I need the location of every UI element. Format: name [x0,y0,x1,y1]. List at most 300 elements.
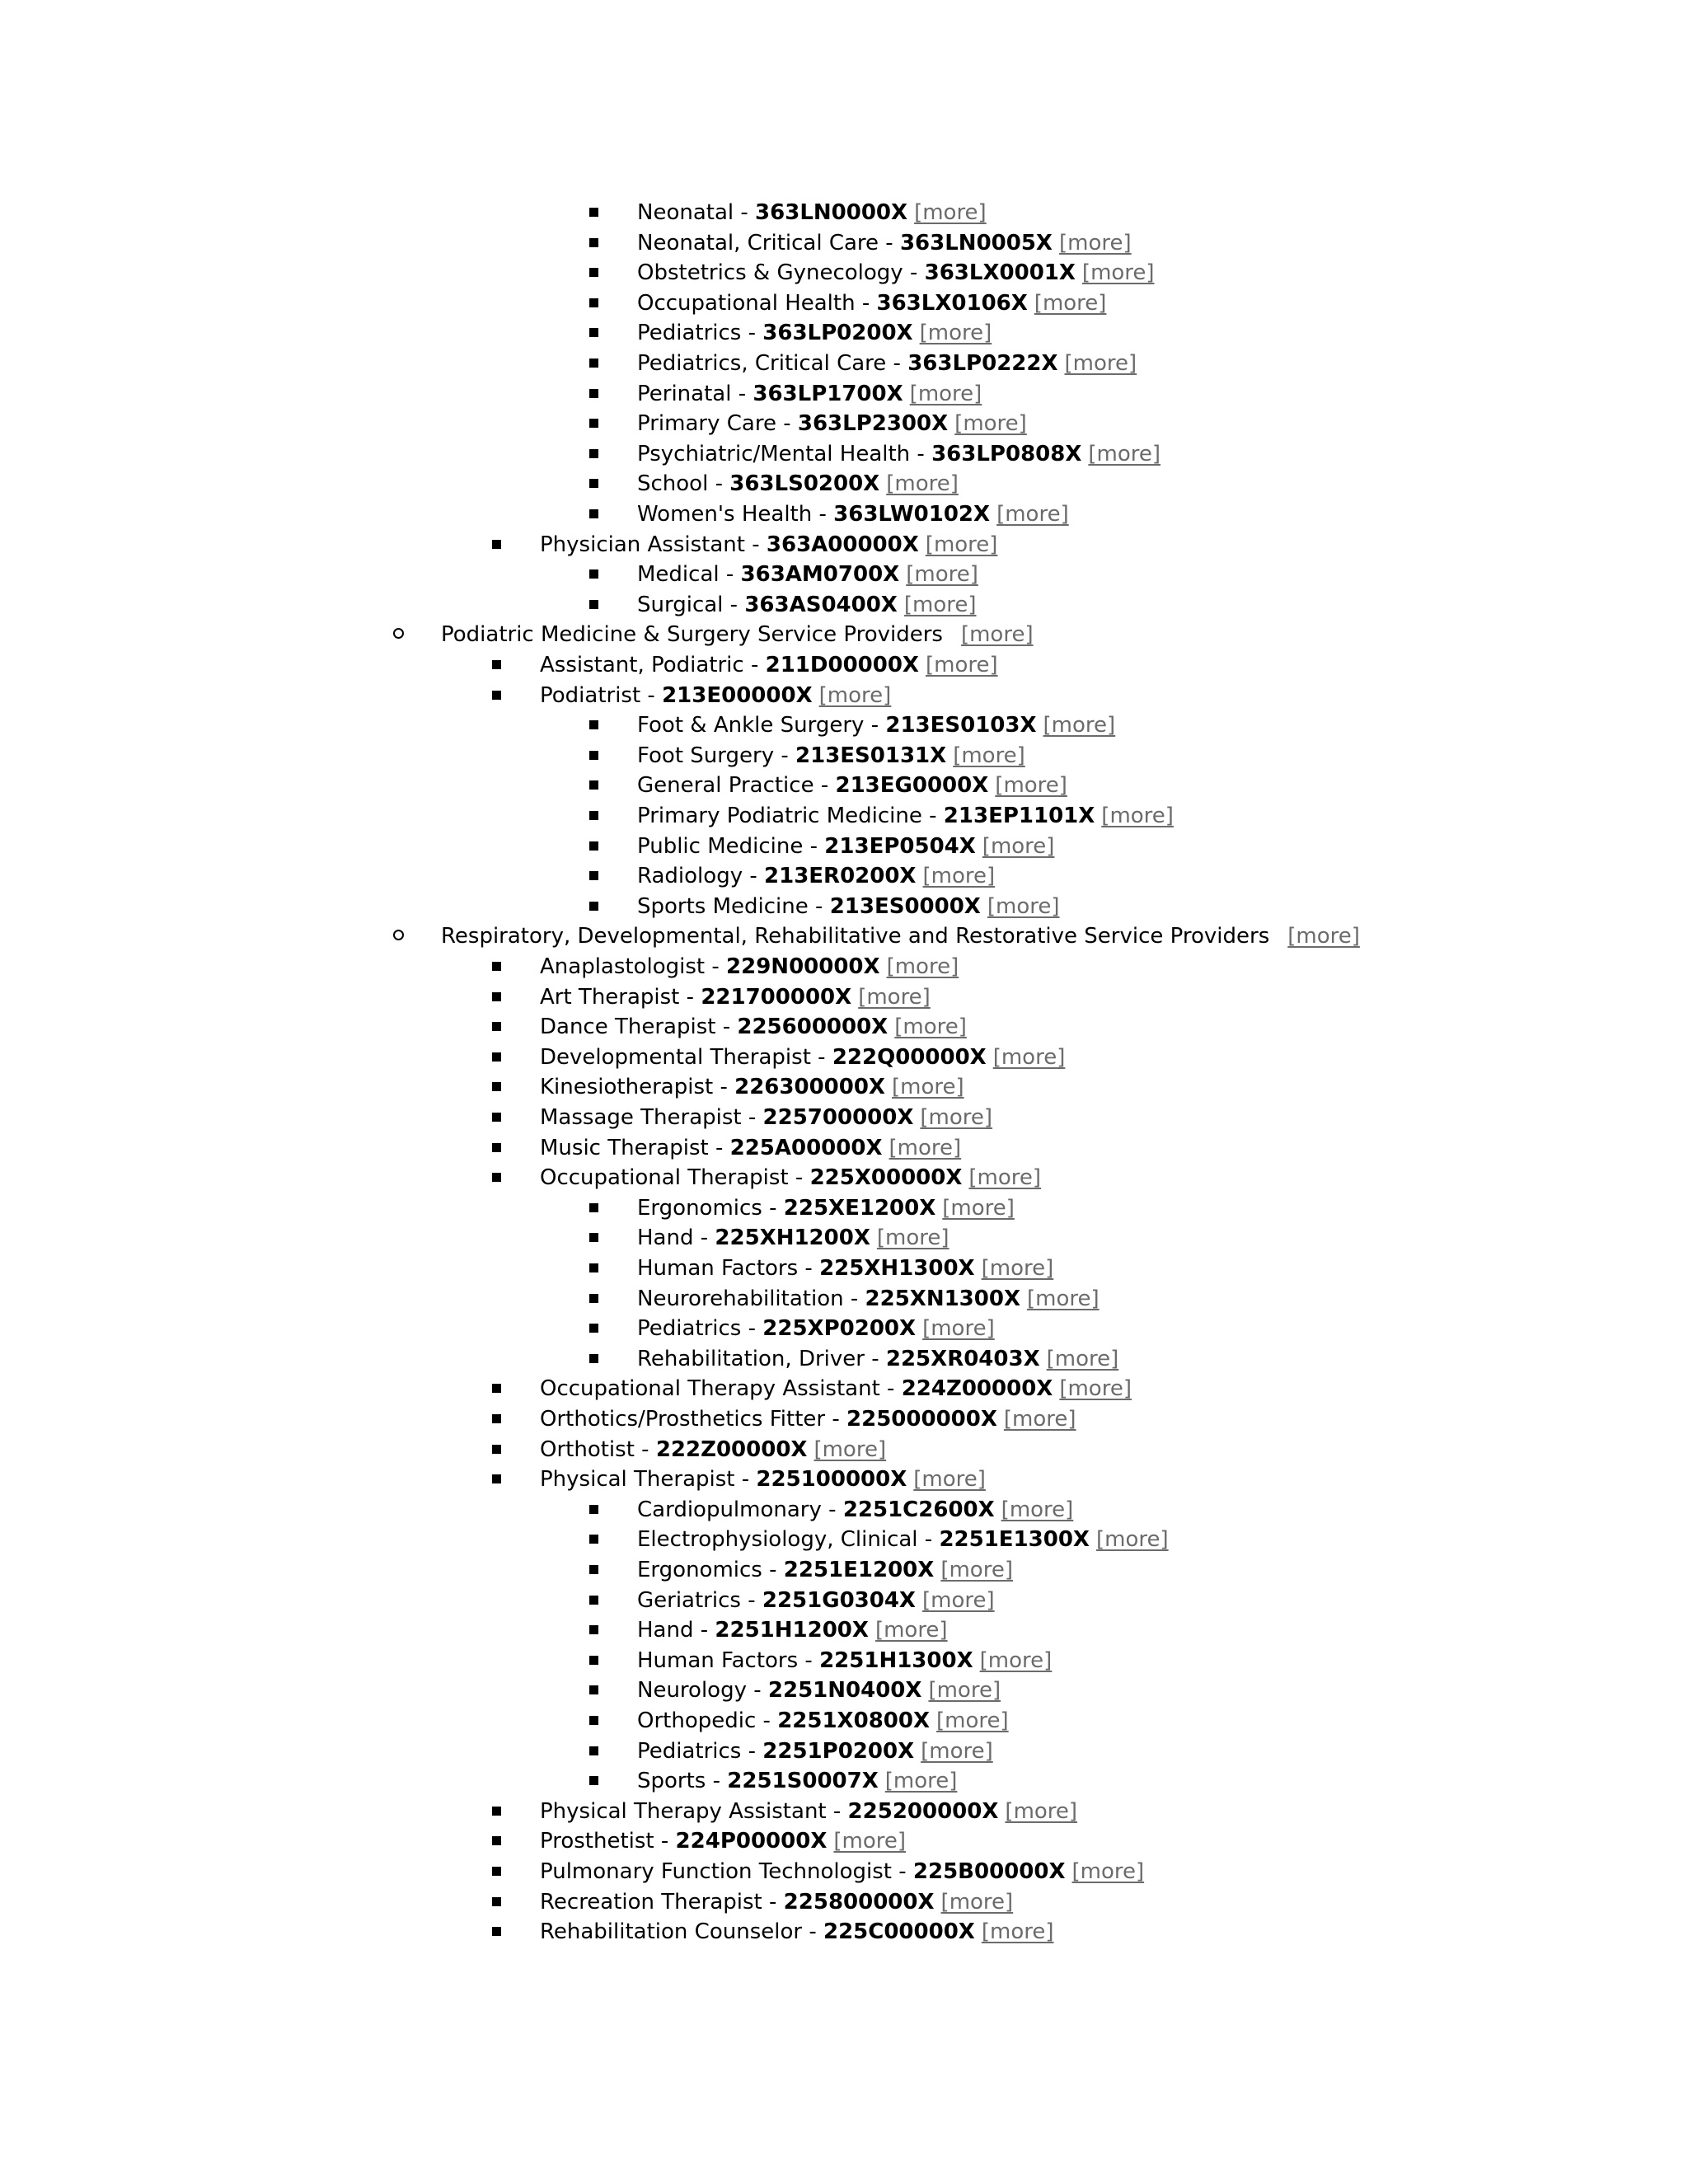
taxonomy-code: 225A00000X [729,1136,883,1160]
specialization-row [637,1525,1169,1554]
item-name: Orthotics/Prosthetics Fitter [540,1407,826,1432]
item-name: Neurology [637,1678,747,1703]
more-link[interactable]: [more] [1059,1376,1132,1401]
item-name: Pediatrics [637,1316,742,1341]
classification-row [540,1465,986,1494]
square-bullet-icon [589,208,598,217]
specialization-row [637,560,978,589]
name-code-separator: - [879,1376,902,1401]
name-code-separator: - [843,1286,865,1311]
more-link[interactable]: [more] [1001,1497,1074,1522]
taxonomy-code: 213ES0103X [885,713,1037,738]
name-code-separator: - [743,864,765,888]
more-link[interactable]: [more] [995,773,1067,798]
square-bullet-icon [589,479,598,488]
more-link[interactable]: [more] [1027,1286,1100,1311]
square-bullet-icon [589,1596,598,1605]
taxonomy-code: 363LP0200X [762,321,913,345]
specialization-row [637,771,1067,800]
item-name: Orthopedic [637,1708,757,1733]
specialization-row [637,832,1054,861]
taxonomy-code: 363LX0106X [876,291,1028,316]
square-bullet-icon [589,1324,598,1333]
specialization-row [637,228,1132,258]
name-code-separator: - [776,411,798,436]
more-link[interactable]: [more] [884,1769,958,1793]
more-link[interactable]: [more] [981,1256,1054,1281]
item-name: Anaplastologist [540,954,706,979]
taxonomy-code: 363LP0808X [931,442,1082,466]
more-link[interactable]: [more] [921,1588,995,1613]
specialization-row [637,1193,1015,1223]
more-link[interactable]: [more] [979,1648,1053,1673]
item-name: Rehabilitation, Driver [637,1347,865,1371]
item-name: Pulmonary Function Technologist [540,1859,892,1884]
specialization-row [637,379,982,409]
classification-row [540,982,931,1012]
more-link[interactable]: [more] [954,411,1027,436]
name-code-separator: - [706,1769,728,1793]
more-link[interactable]: [more] [982,834,1055,859]
square-bullet-icon [589,1203,598,1212]
item-name: Hand [637,1618,694,1643]
category-row [441,921,1360,951]
taxonomy-code: 225C00000X [823,1919,975,1944]
more-link[interactable]: [more] [906,562,978,587]
specialization-row [637,469,959,499]
name-code-separator: - [903,260,925,285]
name-code-separator: - [693,1226,715,1250]
taxonomy-code: 226300000X [734,1075,885,1099]
square-bullet-icon [589,1656,598,1665]
taxonomy-code: 2251E1300X [939,1527,1090,1552]
square-bullet-icon [589,1565,598,1574]
taxonomy-code: 363AM0700X [740,562,900,587]
name-code-separator: - [798,1256,820,1281]
name-code-separator: - [910,442,932,466]
item-name: Recreation Therapist [540,1890,762,1915]
item-name: Human Factors [637,1648,799,1673]
name-code-separator: - [693,1618,715,1643]
classification-row [540,1133,961,1163]
taxonomy-code: 2251H1200X [715,1618,869,1643]
square-bullet-icon [589,449,598,458]
square-bullet-icon [589,359,598,368]
specialization-row [637,198,987,227]
square-bullet-icon [589,268,598,277]
name-code-separator: - [705,954,727,979]
more-link[interactable]: [more] [833,1829,907,1854]
more-link[interactable]: [more] [818,683,892,708]
name-code-separator: - [679,985,701,1010]
square-bullet-icon [492,1897,501,1906]
name-code-separator: - [812,502,834,527]
more-link[interactable]: [more] [1081,260,1155,285]
square-bullet-icon [589,1535,598,1544]
square-bullet-icon [589,1233,598,1242]
more-link[interactable]: [more] [960,622,1034,647]
more-link[interactable]: [more] [1064,351,1137,376]
name-code-separator: - [743,653,766,677]
more-link[interactable]: [more] [858,985,931,1010]
square-bullet-icon [492,1082,501,1091]
specialization-row [637,801,1174,831]
item-name: Podiatrist [540,683,641,708]
item-name: Assistant, Podiatric [540,653,744,677]
circle-bullet-icon [393,930,404,940]
classification-row [540,1012,967,1042]
name-code-separator: - [886,351,908,376]
name-code-separator: - [741,1105,763,1130]
more-link[interactable]: [more] [987,894,1060,919]
specialization-row [637,1254,1053,1283]
more-link[interactable]: [more] [981,1919,1054,1944]
more-link[interactable]: [more] [1287,924,1360,949]
item-name: Electrophysiology, Clinical [637,1527,918,1552]
square-bullet-icon [492,1384,501,1393]
item-name: Human Factors [637,1256,799,1281]
item-name: Cardiopulmonary [637,1497,822,1522]
more-link[interactable]: [more] [1088,442,1161,466]
classification-row [540,1857,1144,1886]
item-name: Perinatal [637,382,732,406]
more-link[interactable]: [more] [925,653,998,677]
name-code-separator: - [634,1437,656,1462]
taxonomy-code: 225XP0200X [762,1316,917,1341]
square-bullet-icon [492,1445,501,1454]
more-link[interactable]: [more] [919,321,992,345]
square-bullet-icon [589,238,598,247]
item-name: Radiology [637,864,743,888]
taxonomy-code: 213ER0200X [764,864,917,888]
more-link[interactable]: [more] [874,1618,948,1643]
item-name: Foot & Ankle Surgery [637,713,865,738]
item-name: Sports [637,1769,706,1793]
more-link[interactable]: [more] [1043,713,1116,738]
taxonomy-code: 2251C2600X [842,1497,995,1522]
specialization-row [637,1736,993,1766]
specialization-row [637,1615,948,1645]
more-link[interactable]: [more] [1058,231,1132,255]
more-link[interactable]: [more] [1003,1407,1076,1432]
classification-row [540,1103,992,1132]
specialization-row [637,1495,1073,1525]
taxonomy-code: 225X00000X [809,1165,963,1190]
specialization-row [637,1284,1100,1314]
name-code-separator: - [891,1859,913,1884]
more-link[interactable]: [more] [1095,1527,1169,1552]
taxonomy-code: 363LN0000X [755,200,908,225]
taxonomy-code: 363LP2300X [797,411,949,436]
square-bullet-icon [589,1716,598,1725]
taxonomy-code: 363LP1700X [753,382,903,406]
item-name: Neonatal [637,200,734,225]
taxonomy-code: 2251X0800X [777,1708,931,1733]
item-name: Physical Therapist [540,1467,735,1492]
square-bullet-icon [492,962,501,971]
taxonomy-code: 211D00000X [765,653,919,677]
taxonomy-code: 363LS0200X [729,471,880,496]
name-code-separator: - [855,291,877,316]
taxonomy-code: 221700000X [701,985,852,1010]
more-link[interactable]: [more] [922,864,996,888]
item-name: Pediatrics, Critical Care [637,351,887,376]
more-link[interactable]: [more] [922,1316,995,1341]
classification-row [540,1797,1077,1826]
specialization-row [637,1344,1118,1374]
item-name: Sports Medicine [637,894,809,919]
item-name: School [637,471,709,496]
square-bullet-icon [589,1263,598,1272]
taxonomy-code: 213ES0000X [829,894,981,919]
taxonomy-code: 363A00000X [766,532,919,557]
name-code-separator: - [731,382,753,406]
specialization-row [637,1586,995,1615]
item-name: Physical Therapy Assistant [540,1799,827,1824]
square-bullet-icon [492,1836,501,1845]
more-link[interactable]: [more] [891,1075,964,1099]
square-bullet-icon [492,1143,501,1152]
classification-row [540,1826,906,1856]
square-bullet-icon [589,569,598,579]
specialization-row [637,499,1069,529]
square-bullet-icon [492,1807,501,1816]
more-link[interactable]: [more] [1046,1347,1119,1371]
item-name: Neurorehabilitation [637,1286,844,1311]
square-bullet-icon [589,1685,598,1694]
item-name: Occupational Health [637,291,856,316]
name-code-separator: - [713,1075,735,1099]
more-link[interactable]: [more] [894,1015,967,1039]
more-link[interactable]: [more] [942,1196,1015,1221]
specialization-row [637,258,1155,288]
name-code-separator: - [864,1347,886,1371]
item-name: Music Therapist [540,1136,709,1160]
item-name: Ergonomics [637,1196,762,1221]
classification-row [540,681,891,710]
specialization-row [637,1706,1009,1736]
name-code-separator: - [810,1045,832,1070]
name-code-separator: - [788,1165,810,1190]
name-code-separator: - [826,1799,848,1824]
more-link[interactable]: [more] [953,743,1025,768]
name-code-separator: - [741,1316,763,1341]
specialization-row [637,288,1106,318]
item-name: Medical [637,562,720,587]
taxonomy-code: 229N00000X [726,954,880,979]
name-code-separator: - [719,562,741,587]
classification-row [540,1404,1076,1434]
square-bullet-icon [492,540,501,549]
item-name: Massage Therapist [540,1105,742,1130]
square-bullet-icon [589,600,598,609]
name-code-separator: - [762,1890,784,1915]
more-link[interactable]: [more] [1071,1859,1145,1884]
taxonomy-code: 2251H1300X [819,1648,973,1673]
more-link[interactable]: [more] [1005,1799,1078,1824]
name-code-separator: - [803,834,825,859]
taxonomy-code: 222Z00000X [655,1437,808,1462]
specialization-row [637,1223,950,1253]
name-code-separator: - [879,231,900,255]
taxonomy-code: 213E00000X [662,683,813,708]
item-name: Public Medicine [637,834,804,859]
square-bullet-icon [492,1022,501,1031]
item-name: General Practice [637,773,814,798]
taxonomy-code: 225100000X [756,1467,907,1492]
more-link[interactable]: [more] [876,1226,950,1250]
name-code-separator: - [715,1015,738,1039]
specialization-row [637,590,977,620]
specialization-row [637,861,995,891]
square-bullet-icon [589,298,598,307]
more-link[interactable]: [more] [814,1437,887,1462]
name-code-separator: - [825,1407,847,1432]
more-link[interactable]: [more] [913,1467,986,1492]
name-code-separator: - [921,804,944,828]
square-bullet-icon [589,389,598,398]
square-bullet-icon [492,1414,501,1423]
more-link[interactable]: [more] [920,1105,993,1130]
classification-row [540,1887,1013,1917]
more-link[interactable]: [more] [925,532,998,557]
more-link[interactable]: [more] [1101,804,1174,828]
square-bullet-icon [589,751,598,760]
specialization-row [637,1675,1001,1705]
taxonomy-code: 213ES0131X [795,743,947,768]
square-bullet-icon [589,328,598,337]
square-bullet-icon [589,720,598,729]
taxonomy-code: 2251E1200X [783,1558,935,1582]
item-name: Prosthetist [540,1829,654,1854]
classification-row [540,1163,1041,1193]
item-name: Primary Care [637,411,776,436]
square-bullet-icon [589,1354,598,1363]
classification-row [540,1043,1065,1072]
item-name: Developmental Therapist [540,1045,811,1070]
name-code-separator: - [814,773,836,798]
classification-row [540,650,998,680]
more-link[interactable]: [more] [992,1045,1066,1070]
name-code-separator: - [723,593,745,617]
square-bullet-icon [492,1867,501,1876]
taxonomy-code: 2251P0200X [762,1739,915,1764]
item-name: Rehabilitation Counselor [540,1919,803,1944]
item-name: Psychiatric/Mental Health [637,442,911,466]
taxonomy-code: 213EG0000X [835,773,989,798]
specialization-row [637,349,1137,378]
square-bullet-icon [492,1474,501,1483]
specialization-row [637,741,1025,771]
taxonomy-code: 225XR0403X [885,1347,1040,1371]
specialization-row [637,710,1115,740]
name-code-separator: - [798,1648,820,1673]
name-code-separator: - [746,1678,768,1703]
more-link[interactable]: [more] [903,593,977,617]
square-bullet-icon [492,1173,501,1182]
specialization-row [637,1646,1052,1675]
name-code-separator: - [821,1497,843,1522]
name-code-separator: - [708,1136,730,1160]
more-link[interactable]: [more] [886,954,959,979]
taxonomy-code: 222Q00000X [832,1045,987,1070]
item-name: Kinesiotherapist [540,1075,714,1099]
classification-row [540,1072,964,1102]
taxonomy-code: 2251N0400X [767,1678,922,1703]
taxonomy-code: 363LX0001X [924,260,1076,285]
item-name: Physician Assistant [540,532,745,557]
taxonomy-code: 225XE1200X [783,1196,936,1221]
more-link[interactable]: [more] [921,1739,993,1764]
taxonomy-code: 225XH1200X [715,1226,870,1250]
square-bullet-icon [589,1294,598,1303]
more-link[interactable]: [more] [996,502,1069,527]
name-code-separator: - [864,713,886,738]
name-code-separator: - [640,683,663,708]
taxonomy-code: 2251G0304X [762,1588,916,1613]
square-bullet-icon [589,780,598,790]
more-link[interactable]: [more] [886,471,959,496]
item-name: Ergonomics [637,1558,762,1582]
item-name: Orthotist [540,1437,635,1462]
classification-row [540,1374,1132,1404]
name-code-separator: - [774,743,796,768]
name-code-separator: - [762,1558,784,1582]
name-code-separator: - [654,1829,676,1854]
specialization-row [637,1555,1013,1585]
more-link[interactable]: [more] [928,1678,1001,1703]
item-name: Foot Surgery [637,743,775,768]
item-name: Dance Therapist [540,1015,716,1039]
item-name: Occupational Therapy Assistant [540,1376,880,1401]
more-link[interactable]: [more] [914,200,987,225]
taxonomy-code: 363AS0400X [744,593,898,617]
classification-row [540,952,959,982]
more-link[interactable]: [more] [936,1708,1009,1733]
classification-row [540,530,997,560]
square-bullet-icon [589,811,598,820]
taxonomy-code: 225B00000X [912,1859,1066,1884]
more-link[interactable]: [more] [889,1136,962,1160]
name-code-separator: - [708,471,730,496]
item-name: Respiratory, Developmental, Rehabilitative and Restorative Service Providers [441,924,1270,949]
more-link[interactable]: [more] [909,382,982,406]
taxonomy-code: 363LN0005X [899,231,1053,255]
more-link[interactable]: [more] [940,1890,1014,1915]
name-code-separator: - [756,1708,778,1733]
square-bullet-icon [492,1113,501,1122]
square-bullet-icon [492,660,501,669]
square-bullet-icon [492,691,501,700]
name-code-separator: - [740,1588,762,1613]
square-bullet-icon [492,992,501,1001]
more-link[interactable]: [more] [968,1165,1042,1190]
specialization-row [637,892,1060,921]
more-link[interactable]: [more] [1034,291,1107,316]
more-link[interactable]: [more] [940,1558,1013,1582]
name-code-separator: - [808,894,830,919]
name-code-separator: - [802,1919,823,1944]
taxonomy-code: 363LW0102X [833,502,991,527]
square-bullet-icon [589,419,598,428]
taxonomy-code: 225700000X [762,1105,914,1130]
taxonomy-code: 363LP0222X [907,351,1058,376]
taxonomy-code: 225XH1300X [819,1256,975,1281]
square-bullet-icon [589,1625,598,1634]
square-bullet-icon [492,1927,501,1936]
taxonomy-code: 225000000X [846,1407,997,1432]
item-name: Primary Podiatric Medicine [637,804,922,828]
